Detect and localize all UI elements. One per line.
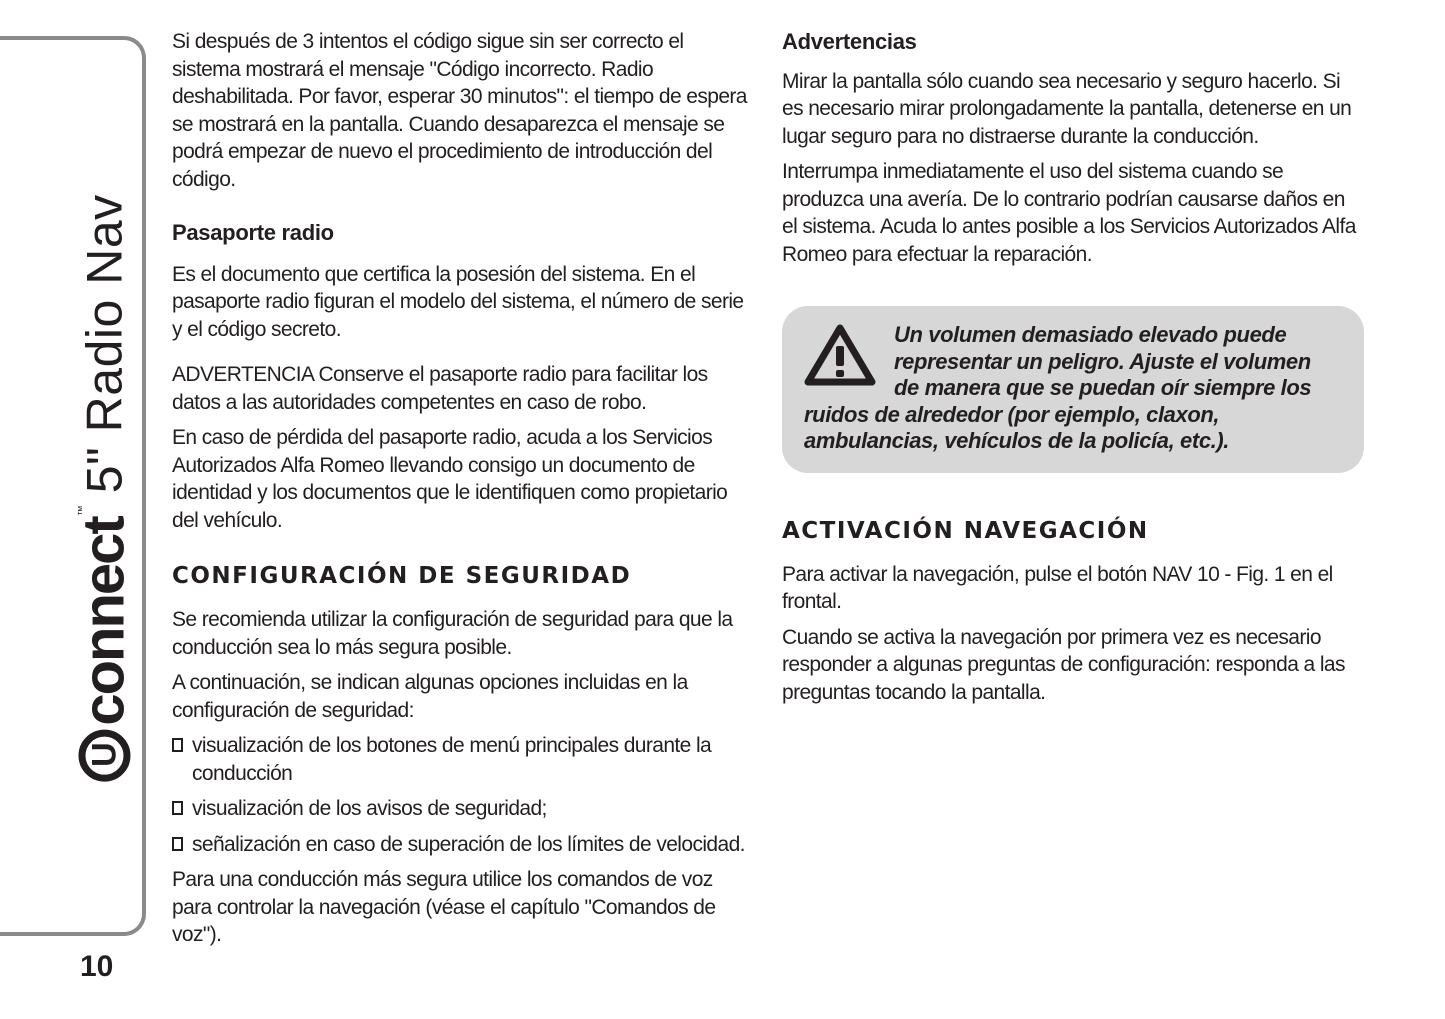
pasaporte-paragraph-2: ADVERTENCIA Conserve el pasaporte radio para facilitar los datos a las autoridades competentes en caso de robo. xyxy=(172,363,708,414)
uconnect-u-mark: U xyxy=(78,730,130,782)
list-item: visualización de los botones de menú principales durante la conducción xyxy=(172,732,752,787)
pasaporte-heading: Pasaporte radio xyxy=(172,220,334,245)
list-item: visualización de los avisos de seguridad; xyxy=(172,795,752,823)
uconnect-logo xyxy=(71,507,138,781)
warning-text: Un volumen demasiado elevado puede representar un peligro. Ajuste el volumen de manera que se puedan oír siempre los ruidos de alrededor (por ejemplo, claxon, ambulancias, vehículos de la policía, etc.). xyxy=(804,322,1312,453)
product-name: 5" Radio Nav xyxy=(76,194,132,494)
checkbox-bullet-icon xyxy=(172,738,183,752)
advertencias-heading: Advertencias xyxy=(782,29,917,54)
uconnect-brand-text: connect xyxy=(71,517,137,726)
seguridad-heading: CONFIGURACIÓN DE SEGURIDAD xyxy=(172,563,632,589)
pasaporte-paragraph-1: Es el documento que certifica la posesión del sistema. En el pasaporte radio figuran el modelo del sistema, el número de serie y el código secreto. xyxy=(172,262,744,341)
seguridad-paragraph-1: Se recomienda utilizar la configuración de seguridad para que la conducción sea lo más segura posible. xyxy=(172,608,733,659)
warning-box xyxy=(782,306,1364,473)
seguridad-options-list xyxy=(172,732,752,858)
trademark-symbol: ™ xyxy=(76,507,89,517)
advertencias-paragraph-2: Interrumpa inmediatamente el uso del sistema cuando se produzca una avería. De lo contrario podrían causarse daños en el sistema. Acuda lo antes posible a los Servicios Autorizados Alfa Romeo para efectuar la reparación. xyxy=(782,160,1356,266)
checkbox-bullet-icon xyxy=(172,801,183,815)
navegacion-paragraph-2: Cuando se activa la navegación por primera vez es necesario responder a algunas preguntas de configuración: responda a las preguntas tocando la pantalla. xyxy=(782,625,1345,704)
seguridad-paragraph-2: A continuación, se indican algunas opciones incluidas en la configuración de seguridad: xyxy=(172,671,688,722)
pasaporte-paragraph-3: En caso de pérdida del pasaporte radio, acuda a los Servicios Autorizados Alfa Romeo llevando consigo un documento de identidad y los documentos que le identifiquen como propietario del vehículo. xyxy=(172,426,728,532)
left-column xyxy=(172,28,752,957)
navegacion-heading: ACTIVACIÓN NAVEGACIÓN xyxy=(782,517,1149,544)
right-column xyxy=(782,28,1364,714)
list-item: señalización en caso de superación de los límites de velocidad. xyxy=(172,831,752,859)
navegacion-paragraph-1: Para activar la navegación, pulse el botón NAV 10 - Fig. 1 en el frontal. xyxy=(782,562,1333,613)
seguridad-paragraph-3: Para una conducción más segura utilice los comandos de voz para controlar la navegación (véase el capítulo "Comandos de voz"). xyxy=(172,868,716,946)
intro-paragraph: Si después de 3 intentos el código sigue sin ser correcto el sistema mostrará el mensaje "Código incorrecto. Radio deshabilitada. Por favor, esperar 30 minutos": el tiempo de espera se mostrará en la pantalla. Cuando desaparezca el mensaje se podrá empezar de nuevo el procedimiento de introducción del código. xyxy=(172,30,747,191)
warning-triangle-icon xyxy=(804,324,876,386)
checkbox-bullet-icon xyxy=(172,837,183,851)
advertencias-paragraph-1: Mirar la pantalla sólo cuando sea necesario y seguro hacerlo. Si es necesario mirar prolongadamente la pantalla, detenerse en un lugar seguro para no distraerse durante la conducción. xyxy=(782,69,1352,148)
page-number: 10 xyxy=(80,950,114,983)
